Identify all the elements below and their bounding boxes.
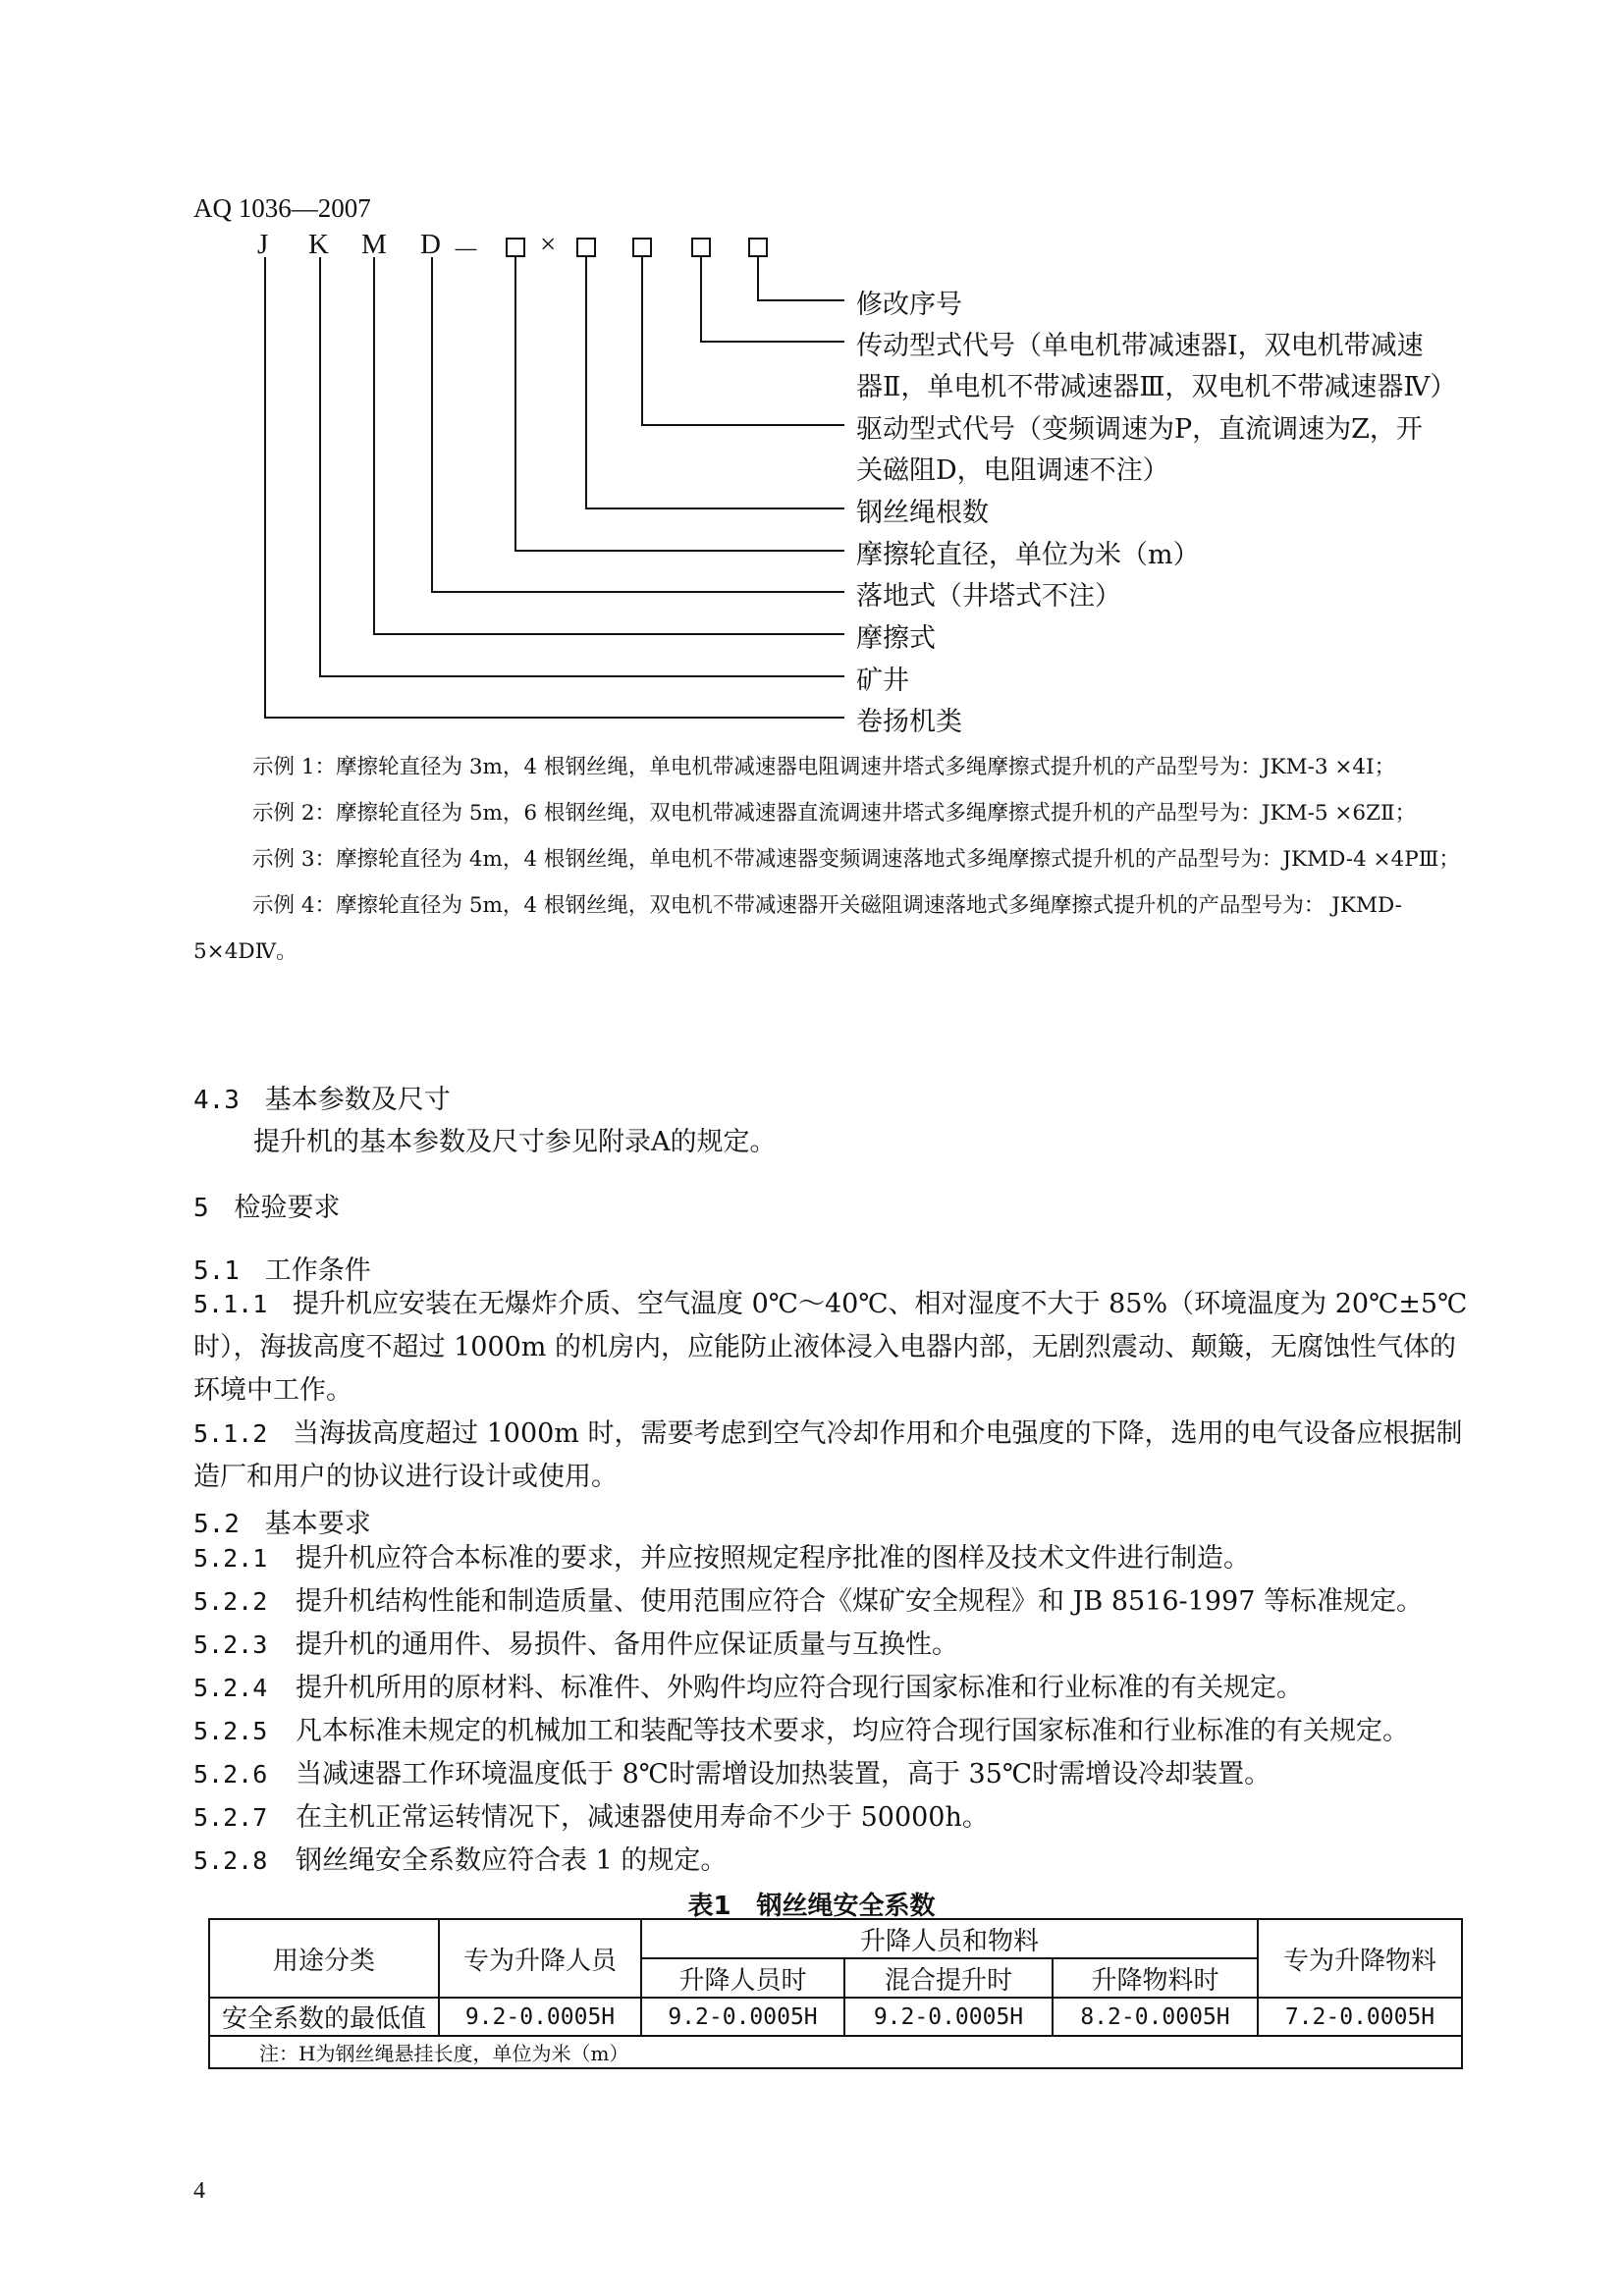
label-mine: 矿井 (856, 666, 909, 696)
paragraph-number: 5.1.2 (193, 1419, 268, 1448)
section-number: 4.3 (193, 1086, 240, 1115)
label-diameter: 摩擦轮直径，单位为米（m） (856, 540, 1200, 570)
bracket-ropes (586, 257, 844, 508)
section-title: 工作条件 (264, 1255, 371, 1286)
row-label-min-safety-factor: 安全系数的最低值 (209, 1998, 439, 2036)
header-material-only: 专为升降物料 (1258, 1919, 1462, 1998)
item-number: 5.2.4 (193, 1674, 268, 1702)
header-people-time: 升降人员时 (641, 1958, 844, 1998)
item-number: 5.2.3 (193, 1630, 268, 1659)
code-letter-k: K (308, 229, 329, 260)
label-drive-2: 关磁阻D，电阻调速不注） (856, 455, 1169, 486)
section-number: 5.1 (193, 1256, 240, 1286)
item-number: 5.2.6 (193, 1760, 268, 1789)
item-number: 5.2.2 (193, 1587, 268, 1616)
requirement-item (193, 1796, 1470, 1840)
code-times: × (540, 229, 557, 260)
section-number: 5.2 (193, 1510, 240, 1539)
paragraph-number: 5.1.1 (193, 1290, 268, 1318)
code-letter-j: J (257, 229, 269, 260)
code-dash: － (452, 236, 481, 267)
bracket-friction (374, 257, 844, 634)
requirement-item (193, 1710, 1470, 1753)
requirement-item (193, 1624, 1470, 1667)
item-text: 当减速器工作环境温度低于 8℃时需增设加热装置，高于 35℃时需增设冷却装置。 (296, 1759, 1271, 1789)
code-box-drive (633, 239, 651, 256)
value-mixed-lift: 9.2-0.0005H (844, 1998, 1053, 2036)
label-ropes: 钢丝绳根数 (856, 498, 989, 528)
section-4-3-text: 提升机的基本参数及尺寸参见附录A的规定。 (253, 1127, 777, 1157)
section-4-3-heading (193, 1078, 451, 1116)
label-transmission-2: 器Ⅱ，单电机不带减速器Ⅲ，双电机不带减速器Ⅳ） (856, 372, 1457, 402)
safety-factor-table (208, 1918, 1463, 2069)
example-1: 示例 1：摩擦轮直径为 3m，4 根钢丝绳，单电机带减速器电阻调速井塔式多绳摩擦式提升机的产品型号为：JKM-3 ×4Ⅰ； (252, 755, 1396, 779)
example-2: 示例 2：摩擦轮直径为 5m，6 根钢丝绳，双电机带减速器直流调速井塔式多绳摩擦式提升机的产品型号为：JKM-5 ×6ZⅡ； (252, 801, 1417, 826)
section-5-heading (193, 1186, 340, 1224)
header-material-time: 升降物料时 (1053, 1958, 1258, 1998)
requirement-item (193, 1840, 1470, 1883)
code-box-ropes (577, 239, 595, 256)
paragraph-text: 当海拔高度超过 1000m 时，需要考虑到空气冷却作用和介电强度的下降，选用的电气设备应根据制造厂和用户的协议进行设计或使用。 (193, 1418, 1463, 1492)
item-text: 在主机正常运转情况下，减速器使用寿命不少于 50000h。 (296, 1802, 989, 1833)
section-5-2-heading (193, 1502, 371, 1540)
header-use-category: 用途分类 (209, 1919, 439, 1998)
example-3: 示例 3：摩擦轮直径为 4m，4 根钢丝绳，单电机不带减速器变频调速落地式多绳摩擦式提升机的产品型号为：JKMD-4 ×4PⅢ； (252, 847, 1460, 872)
item-text: 提升机的通用件、易损件、备用件应保证质量与互换性。 (296, 1629, 958, 1660)
examples-block (193, 744, 1470, 975)
code-box-transmission (692, 239, 710, 256)
code-letter-d: D (420, 229, 441, 260)
bracket-mine (320, 257, 844, 676)
section-number: 5 (193, 1194, 209, 1223)
header-people-and-material: 升降人员和物料 (641, 1919, 1258, 1958)
value-material-only: 7.2-0.0005H (1258, 1998, 1462, 2036)
requirement-item (193, 1580, 1470, 1624)
value-material-time: 8.2-0.0005H (1053, 1998, 1258, 2036)
requirement-item (193, 1537, 1470, 1580)
paragraph-5-1-1 (193, 1283, 1472, 1413)
header-people-only: 专为升降人员 (439, 1919, 641, 1998)
item-text: 凡本标准未规定的机械加工和装配等技术要求，均应符合现行国家标准和行业标准的有关规定。 (296, 1716, 1409, 1746)
item-number: 5.2.1 (193, 1544, 268, 1573)
bracket-hoist (265, 257, 844, 718)
requirement-item (193, 1667, 1470, 1710)
item-text: 提升机所用的原材料、标准件、外购件均应符合现行国家标准和行业标准的有关规定。 (296, 1673, 1303, 1703)
requirements-list (193, 1537, 1470, 1883)
label-friction: 摩擦式 (856, 623, 936, 654)
value-people-only: 9.2-0.0005H (439, 1998, 641, 2036)
code-letter-m: M (361, 229, 387, 260)
label-transmission-1: 传动型式代号（单电机带减速器Ⅰ，双电机带减速 (856, 331, 1424, 361)
code-box-diameter (507, 239, 524, 256)
value-people-time: 9.2-0.0005H (641, 1998, 844, 2036)
label-floor: 落地式（井塔式不注） (856, 581, 1121, 612)
bracket-revision (758, 257, 844, 300)
page-number: 4 (193, 2178, 205, 2204)
item-text: 提升机应符合本标准的要求，并应按照规定程序批准的图样及技术文件进行制造。 (296, 1543, 1250, 1574)
section-title: 基本要求 (264, 1509, 371, 1539)
document-header: AQ 1036—2007 (193, 193, 371, 223)
item-text: 提升机结构性能和制造质量、使用范围应符合《煤矿安全规程》和 JB 8516-1997 等标准规定。 (296, 1586, 1423, 1617)
section-title: 检验要求 (234, 1193, 341, 1223)
example-4: 示例 4：摩擦轮直径为 5m，4 根钢丝绳，双电机不带减速器开关磁阻调速落地式多绳摩擦式提升机的产品型号为： JKMD-5×4DⅣ。 (193, 893, 1402, 964)
requirement-item (193, 1753, 1470, 1796)
label-hoist: 卷扬机类 (856, 707, 962, 737)
code-box-revision (749, 239, 767, 256)
header-mixed-lift: 混合提升时 (844, 1958, 1053, 1998)
label-drive-1: 驱动型式代号（变频调速为P，直流调速为Z，开 (856, 414, 1423, 445)
section-title: 基本参数及尺寸 (264, 1085, 451, 1115)
table-caption: 表1 钢丝绳安全系数 (687, 1892, 936, 1921)
item-text: 钢丝绳安全系数应符合表 1 的规定。 (296, 1845, 728, 1876)
item-number: 5.2.5 (193, 1717, 268, 1745)
paragraph-text: 提升机应安装在无爆炸介质、空气温度 0℃～40℃、相对湿度不大于 85%（环境温度为 20℃±5℃时），海拔高度不超过 1000m 的机房内，应能防止液体浸入电器内部，无剧烈震动、颠簸，无腐蚀性气体的环境中工作。 (193, 1289, 1468, 1406)
label-revision: 修改序号 (856, 290, 962, 320)
paragraph-5-1-2 (193, 1413, 1472, 1499)
item-number: 5.2.7 (193, 1803, 268, 1832)
table-note: 注：H为钢丝绳悬挂长度，单位为米（m） (209, 2036, 1462, 2068)
section-5-1-heading (193, 1249, 371, 1287)
item-number: 5.2.8 (193, 1846, 268, 1875)
